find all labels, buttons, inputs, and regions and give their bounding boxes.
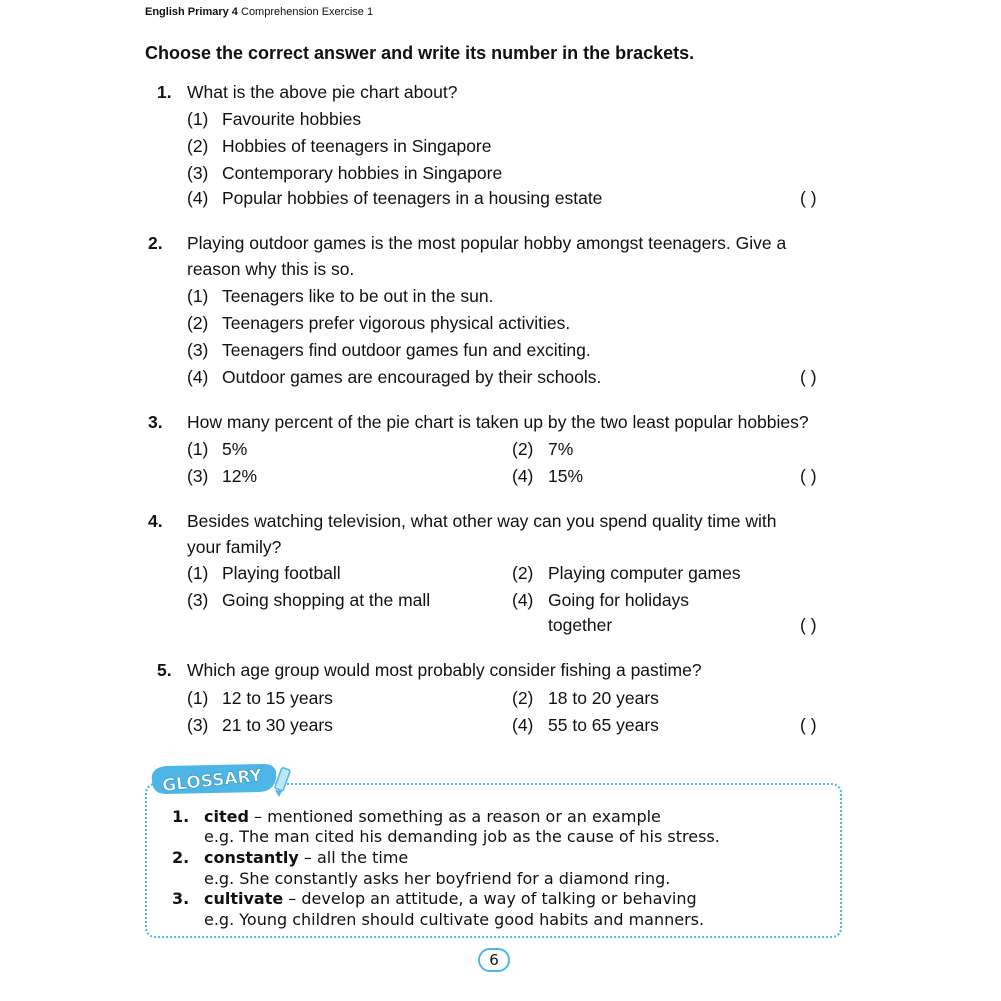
q2-option-4-number: (4) [187, 367, 209, 387]
q3-option-2-number: (2) [512, 439, 534, 459]
glossary-term: cited [204, 807, 249, 826]
q3-option-1-text: 5% [222, 439, 248, 459]
q1-option-3-text: Contemporary hobbies in Singapore [222, 163, 503, 183]
glossary-entry-2-example: e.g. She constantly asks her boyfriend for a diamond ring. [204, 869, 671, 888]
glossary-term: constantly [204, 848, 299, 867]
glossary-entry-2-number: 2. [172, 848, 190, 867]
q1-option-3-number: (3) [187, 163, 209, 183]
answer-bracket-5[interactable]: ( ) [800, 715, 817, 735]
question-2-line-2: reason why this is so. [187, 259, 355, 279]
question-2-line-1: Playing outdoor games is the most popular hobby amongst teenagers. Give a [187, 233, 787, 253]
q3-option-3-text: 12% [222, 466, 258, 486]
glossary-term: cultivate [204, 889, 284, 908]
glossary-entry-1 [204, 807, 661, 826]
q4-option-3-text: Going shopping at the mall [222, 590, 431, 610]
q2-option-1-number: (1) [187, 286, 209, 306]
glossary-entry-3-example: e.g. Young children should cultivate good habits and manners. [204, 910, 705, 929]
q3-option-1-number: (1) [187, 439, 209, 459]
q3-option-4-number: (4) [512, 466, 534, 486]
q1-option-1-number: (1) [187, 109, 209, 129]
pencil-icon [274, 767, 290, 797]
q4-option-1-number: (1) [187, 563, 209, 583]
q2-option-1-text: Teenagers like to be out in the sun. [222, 286, 494, 306]
question-3-number: 3. [148, 412, 163, 432]
answer-bracket-3[interactable]: ( ) [800, 466, 817, 486]
q4-option-2-number: (2) [512, 563, 534, 583]
question-2-number: 2. [148, 233, 163, 253]
glossary-entry-2 [204, 848, 408, 867]
glossary-entry-1-example: e.g. The man cited his demanding job as the cause of his stress. [204, 827, 720, 846]
q4-option-1-text: Playing football [222, 563, 341, 583]
glossary-entry-3-number: 3. [172, 889, 190, 908]
glossary-definition: – mentioned something as a reason or an example [248, 807, 661, 826]
header-subject: English Primary 4 [145, 6, 238, 18]
q4-option-4-text-line-2: together [548, 615, 613, 635]
q5-option-3-text: 21 to 30 years [222, 715, 333, 735]
question-1-text: What is the above pie chart about? [187, 82, 458, 102]
q5-option-4-number: (4) [512, 715, 534, 735]
header-title: Comprehension Exercise 1 [237, 6, 374, 18]
q5-option-2-text: 18 to 20 years [548, 688, 659, 708]
q4-option-4-number: (4) [512, 590, 534, 610]
q5-option-1-number: (1) [187, 688, 209, 708]
answer-bracket-2[interactable]: ( ) [800, 367, 817, 387]
q5-option-2-number: (2) [512, 688, 534, 708]
q1-option-4-text: Popular hobbies of teenagers in a housing estate [222, 188, 603, 208]
q2-option-3-number: (3) [187, 340, 209, 360]
q2-option-2-number: (2) [187, 313, 209, 333]
glossary-badge [146, 760, 298, 798]
glossary-entry-3 [204, 889, 697, 908]
question-3-text: How many percent of the pie chart is taken up by the two least popular hobbies? [187, 412, 809, 432]
q5-option-3-number: (3) [187, 715, 209, 735]
q2-option-4-text: Outdoor games are encouraged by their schools. [222, 367, 602, 387]
q1-option-2-text: Hobbies of teenagers in Singapore [222, 136, 492, 156]
glossary-definition: – all the time [298, 848, 409, 867]
q3-option-3-number: (3) [187, 466, 209, 486]
q5-option-1-text: 12 to 15 years [222, 688, 333, 708]
question-4-line-1: Besides watching television, what other way can you spend quality time with [187, 511, 777, 531]
glossary-badge-label: GLOSSARY [161, 765, 263, 797]
q5-option-4-text: 55 to 65 years [548, 715, 659, 735]
q4-option-4-text: Going for holidays [548, 590, 690, 610]
question-5-text: Which age group would most probably consider fishing a pastime? [187, 660, 702, 680]
question-1-number: 1. [157, 82, 172, 102]
q3-option-2-text: 7% [548, 439, 574, 459]
q1-option-2-number: (2) [187, 136, 209, 156]
instructions: Choose the correct answer and write its number in the brackets. [145, 43, 695, 63]
q2-option-2-text: Teenagers prefer vigorous physical activities. [222, 313, 571, 333]
glossary-definition: – develop an attitude, a way of talking or behaving [283, 889, 697, 908]
question-4-line-2: your family? [187, 537, 282, 557]
answer-bracket-4[interactable]: ( ) [800, 615, 817, 635]
q3-option-4-text: 15% [548, 466, 584, 486]
glossary-entry-1-number: 1. [172, 807, 190, 826]
page-number: 6 [478, 948, 510, 972]
q1-option-1-text: Favourite hobbies [222, 109, 362, 129]
answer-bracket-1[interactable]: ( ) [800, 188, 817, 208]
q2-option-3-text: Teenagers find outdoor games fun and exciting. [222, 340, 591, 360]
q4-option-2-text: Playing computer games [548, 563, 741, 583]
question-4-number: 4. [148, 511, 163, 531]
q4-option-3-number: (3) [187, 590, 209, 610]
page-header [145, 6, 373, 18]
question-5-number: 5. [157, 660, 172, 680]
q1-option-4-number: (4) [187, 188, 209, 208]
